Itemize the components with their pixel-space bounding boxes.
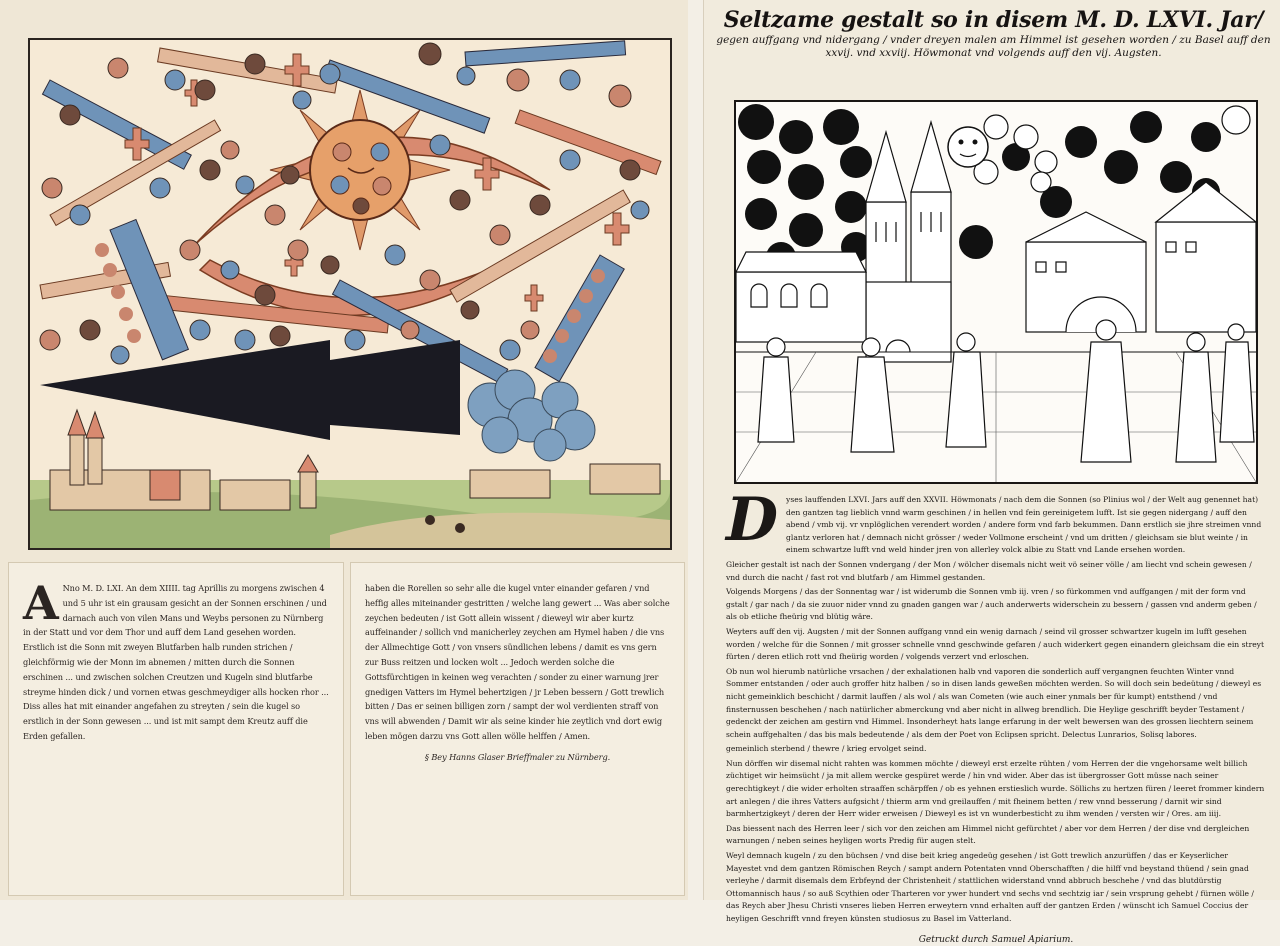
black-spheres-woodcut	[736, 102, 1256, 482]
broadsheet-title: Seltzame gestalt so in disem M. D. LXVI. Jar/	[723, 7, 1264, 33]
dropcap-letter: D	[726, 485, 779, 555]
report-text-a: Nno M. D. LXI. An dem XIIII. tag Aprillis zu morgens zwischen 4 und 5 uhr ist ein grausam gesicht an der Sonnen erschinen / und darnach auch von vilen Mans und Weybs personen zu Nürnberg in der Statt und vor dem Thor und auff dem Land gesehen worden. Erstlich ist die Sonn mit zweyen Blutfarben halb runden strichen / gleichförmig wie der Monn im abnemen / mitten durch die Sonnen erschinen ... und zwischen solchen Creutzen und Kugeln sind blutfarbe streyme hinden dick / und vornen etwas geschmeydiger alls hocken rhor ... Diss alles hat mit einander angefahen zu streyten / sein die kugel so erstlich in der Sonn gewesen ... und ist mit sampt dem Kreutz auff die Erden gefallen.	[23, 583, 329, 741]
nuremberg-woodcut-illustration	[28, 38, 672, 550]
sun-face-icon	[948, 127, 988, 167]
broadsheet-subtitle: gegen auffgang vnd nidergang / vnder dreyen malen am Himmel ist gesehen worden / zu Basel auff den xxvij. vnd xxviij. Höwmonat vnd volgends auff den vij. Augsten.	[716, 34, 1271, 59]
report-paragraph: Gleicher gestalt ist nach der Sonnen vndergang / der Mon / wölcher disemals nicht weit vö seiner völle / am liecht vnd schein gewesen / vnd durch die nacht / fast rot vnd blutfarb / am Himmel gestanden.	[726, 559, 1252, 582]
report-paragraph: Weyters auff den vij. Augsten / mit der Sonnen auffgang vnnd ein wenig darnach / seind vil grosser schwartzer kugeln im lufft gesehen worden / welche für die Sonnen / mit grosser schnelle vnnd geschwinde gefaren / auch widerkert gegen einandern gleichsam die ein streyt fürten / deren etlich rott vnd fheürig worden / volgends verzert vnd erloschen.	[726, 626, 1265, 662]
report-paragraph: yses lauffenden LXVI. Jars auff den XXVII. Höwmonats / nach dem die Sonnen (so Plinius wol / der Welt aug genennet hat) den gantzen tag lieblich vnnd warm geschinen / in hellen vnd fein gereinigetem lufft. Ist sie gegen nidergang / auff den abend / vmb vij. vr vnplöglichen verendert worden / andere form vnd farb bekummen. Dann erstlich sie jhre streimen vnnd glantz verloren hat / demnach nicht grösser / weder Vollmone erscheint / vnd um dritten / gleichsam sie blut weinte / in einem schwartze lufft vnd weld hinder jren von allerley volck albie zu Statt vnd Lande ersehen worden.	[786, 495, 1262, 555]
basel-broadsheet	[703, 0, 1280, 945]
report-paragraph: Das biessent nach des Herren leer / sich vor den zeichen am Himmel nicht gefürchtet / aber vor dem Herren / der dise vnd dergleichen warnungen / neben seines heyligen worts Predig für augen stelt.	[726, 823, 1250, 846]
basel-report-text	[726, 485, 1266, 945]
report-paragraph: gemeinlich sterbend / thewre / krieg ervolget seind.	[726, 744, 927, 754]
report-paragraph: Ob nun wol hierumb natürliche vrsachen / der exhalationen halb vnd vaporen die sonderlich auff vergangnen feuchten Winter vnnd Sommer entstanden / oder auch groffer hitz halben / so in disen lands geweßen möchten werden. So will doch sein bedeütung / dieweyl es nicht gemeinklich beschicht / darmit lauffen / als wol / als wan Cometen (wie auch einer ynmals ber für kumpt) entsthend / vnd finsternussen beschehen / nach natürlicher abmerckung vnd aber nicht in allweg brendlich. Die Heylige geschrifft beyder Testament / gedenckt der zeichen am gestirn vnd Himmel. Insonderheyt hats lange erfarung in der welt bewersen wan des grossen liechtern seinem schein auffgehalten / das bis mals bedeutende / als dem der Poet von Eclipsen spricht. Delectus Lunrarios, Solisq labores.	[726, 666, 1262, 739]
report-paragraph: Nun dörffen wir disemal nicht rahten was kommen möchte / dieweyl erst erzelte rühten / vom Herren der die vngehorsame welt billich züchtiget wir heimsücht / ja mit allem wercke gespüret werde / hin vnd wider. Aber das ist übergrosser Gott müsse nach seiner gerechtigkeyt / die wider erholten straaffen schärpffen / ob es yehnen erstieslich wurde. Söllichs zu hertzen füren / leeret frommer kindern art anlegen / die ihres Vatters aufgsicht / thierm arm vnd greilauffen / mit fheinem betten / rew vnnd besserung / darnit wir sind barmhertzigkeyt / deren der Herr wider erweisen / Dieweyl es ist vn wunderbesticht zu ihm wenden / versten wir / Ores. am iiij.	[726, 758, 1265, 819]
dropcap-letter: A	[23, 576, 59, 630]
sun-face-icon	[310, 120, 410, 220]
left-text-column-a	[8, 562, 344, 896]
printer-signoff: § Bey Hanns Glaser Brieffmaler zu Nürnberg.	[424, 751, 611, 762]
report-paragraph: Weyl demnach kugeln / zu den büchsen / vnd dise beit krieg angedeüg gesehen / ist Gott trewlich anzurüffen / das er Keyserlicher Mayestet vnd dem gantzen Römischen Reych / sampt andern Potentaten vnnd Oberschafften / die hilff vnd beystand thüend / sein gnad verleyhe / darmit disemals dem Erbfeynd der Christenheit / stattlichen widerstand vnnd abbruch beschehe / vnd das blutdürstig Ottomannisch haus / so auß Scythien oder Tharteren vor ywer hundert vnd sechs vnd sechtzig iar / sein vrsprung gehebt / fürnen wölle / das Reych aber Jhesu Christi vnseres lieben Herren erweytern vnnd erhalten auff der gantzen Erden / wünscht ich Samuel Coccius der heyligen Geschrifft vnnd freyen künsten studiosus zu Basel im Vatterland.	[726, 851, 1254, 923]
report-text-b: haben die Rorellen so sehr alle die kugel vnter einander gefaren / vnd heffig alles miteinander gestritten / welche lang gewert ... Was aber solche zeychen bedeuten / ist Gott allein wissent / dieweyl wir aber kurtz auffeinander / sollich vnd manicherley zeychen am Hymel haben / die vns der Allmechtige Gott / von vnsers sündlichen lebens / damit es vns gern zur Buss reitzen und locken wolt ... Jedoch werden solche die Gottsfürchtigen in keinen weg verachten / sonder zu einer warnung jrer gnedigen Vatters im Hymel behertzigen / jr Leben bessern / Gott trewlich bitten / Das er seinen billigen zorn / sampt der wol verdienten straff von vns will abwenden / Damit wir als seine kinder hie zeytlich vnd dort ewig leben mögen darzu vns Gott allen wölle helffen / Amen.	[365, 583, 670, 741]
basel-woodcut-illustration	[734, 100, 1258, 484]
printer-imprint: Getruckt durch Samuel Apiarium.	[918, 934, 1074, 945]
report-paragraph: Volgends Morgens / das der Sonnentag war / ist widerumb die Sonnen vmb iij. vren / so fürkommen vnd auffgangen / mit der form vnd gstalt / gar nach / da sie zuuor nider vnnd zu gnaden gangen war / auch anderwerts widerschein zu bessern / gassen vnd anderm geben / als ob etliche fheürig vnd blütig wäre.	[726, 587, 1257, 622]
celestial-phenomenon-woodcut	[30, 40, 670, 548]
left-text-column-b	[350, 562, 685, 896]
